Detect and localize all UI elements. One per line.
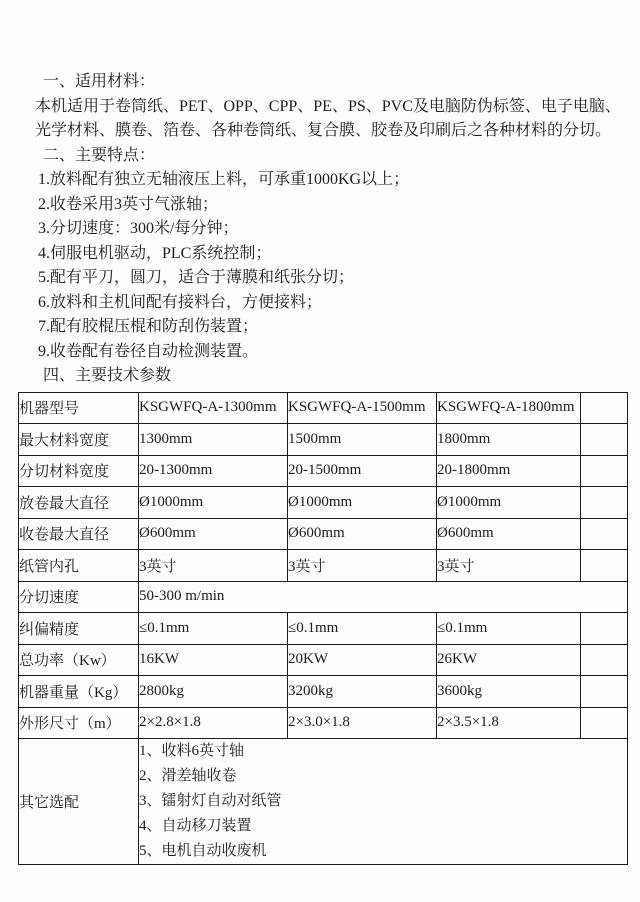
- spec-value: 2×2.8×1.8: [139, 707, 288, 739]
- table-row-machine-weight: [19, 676, 628, 708]
- row-label: 机器型号: [19, 392, 139, 424]
- spec-value: 3英寸: [139, 550, 288, 582]
- feature-item: 9.收卷配有卷径自动检测装置。: [38, 342, 259, 360]
- empty-cell: [581, 455, 628, 487]
- row-label: 分切速度: [19, 581, 139, 613]
- spec-value: ≤0.1mm: [139, 613, 288, 645]
- spec-value: Ø600mm: [288, 518, 437, 550]
- intro-section: [0, 0, 640, 389]
- spec-value: Ø1000mm: [139, 487, 288, 519]
- spec-value: 3英寸: [437, 550, 581, 582]
- option-item: 1、收料6英寸轴: [139, 743, 245, 759]
- section-heading-features: 二、主要特点：: [43, 146, 156, 164]
- spec-value: 20-1300mm: [139, 455, 288, 487]
- spec-value: ≤0.1mm: [437, 613, 581, 645]
- empty-cell: [581, 676, 628, 708]
- empty-cell: [581, 487, 628, 519]
- row-label: 其它选配: [19, 739, 139, 865]
- spec-value: KSGWFQ-A-1800mm: [437, 392, 581, 424]
- section-heading-specs: 四、主要技术参数: [43, 367, 172, 384]
- spec-value: 20-1800mm: [437, 455, 581, 487]
- row-label: 总功率（Kw）: [19, 644, 139, 676]
- feature-item: 7.配有胶棍压棍和防刮伤装置；: [38, 318, 259, 335]
- spec-value: Ø600mm: [139, 518, 288, 550]
- spec-value: 50-300 m/min: [139, 581, 628, 613]
- row-label: 纸管内孔: [19, 550, 139, 582]
- table-row-rewind-diameter: [19, 518, 628, 550]
- option-item: 4、自动移刀装置: [139, 818, 252, 834]
- row-label: 分切材料宽度: [19, 455, 139, 487]
- feature-item: 1.放料配有独立无轴液压上料，可承重1000KG以上；: [38, 171, 410, 188]
- spec-value: Ø1000mm: [288, 487, 437, 519]
- body-line: 本机适用于卷筒纸、PET、OPP、CPP、PE、PS、PVC及电脑防伪标签、电子电脑、: [35, 97, 621, 115]
- empty-cell: [581, 644, 628, 676]
- table-row-unwind-diameter: [19, 487, 628, 519]
- empty-cell: [581, 550, 628, 582]
- row-label: 纠偏精度: [19, 613, 139, 645]
- spec-value: 1800mm: [437, 424, 581, 456]
- feature-item: 6.放料和主机间配有接料台，方便接料；: [38, 293, 323, 311]
- body-line: 光学材料、膜卷、箔卷、各种卷筒纸、复合膜、胶卷及印刷后之各种材料的分切。: [35, 122, 612, 139]
- feature-item: 5.配有平刀，圆刀，适合于薄膜和纸张分切；: [38, 269, 355, 286]
- option-item: 2、滑差轴收卷: [139, 768, 237, 784]
- spec-value: Ø600mm: [437, 518, 581, 550]
- spec-value: 3600kg: [437, 676, 581, 708]
- row-label: 收卷最大直径: [19, 518, 139, 550]
- spec-table: [18, 392, 628, 866]
- spec-value: Ø1000mm: [437, 487, 581, 519]
- table-row-max-width: [19, 424, 628, 456]
- spec-value: 20KW: [288, 644, 437, 676]
- empty-cell: [581, 707, 628, 739]
- row-label: 外形尺寸（m）: [19, 707, 139, 739]
- table-row-slit-width: [19, 455, 628, 487]
- feature-item: 4.伺服电机驱动，PLC系统控制；: [38, 244, 272, 262]
- table-row-slit-speed: [19, 581, 628, 613]
- feature-item: 2.收卷采用3英寸气涨轴；: [38, 195, 219, 213]
- spec-value: 2800kg: [139, 676, 288, 708]
- spec-value: 20-1500mm: [288, 455, 437, 487]
- row-label: 最大材料宽度: [19, 424, 139, 456]
- option-item: 5、电机自动收废机: [139, 843, 267, 859]
- table-row-correction-accuracy: [19, 613, 628, 645]
- spec-value: 26KW: [437, 644, 581, 676]
- spec-value: 1300mm: [139, 424, 288, 456]
- spec-value: KSGWFQ-A-1300mm: [139, 392, 288, 424]
- spec-value: 3200kg: [288, 676, 437, 708]
- empty-cell: [581, 392, 628, 424]
- row-label: 机器重量（Kg）: [19, 676, 139, 708]
- row-label: 放卷最大直径: [19, 487, 139, 519]
- spec-value: 1500mm: [288, 424, 437, 456]
- options-cell: [139, 739, 628, 865]
- empty-cell: [581, 613, 628, 645]
- empty-cell: [581, 424, 628, 456]
- option-item: 3、镭射灯自动对纸管: [139, 793, 282, 809]
- spec-value: 2×3.5×1.8: [437, 707, 581, 739]
- spec-value: ≤0.1mm: [288, 613, 437, 645]
- spec-value: 16KW: [139, 644, 288, 676]
- spec-value: KSGWFQ-A-1500mm: [288, 392, 437, 424]
- empty-cell: [581, 518, 628, 550]
- spec-value: 2×3.0×1.8: [288, 707, 437, 739]
- table-row-options: [19, 739, 628, 865]
- section-heading-materials: 一、适用材料：: [43, 73, 156, 90]
- table-row-core-bore: [19, 550, 628, 582]
- table-row-total-power: [19, 644, 628, 676]
- table-row-dimensions: [19, 707, 628, 739]
- table-row-model: [19, 392, 628, 424]
- spec-value: 3英寸: [288, 550, 437, 582]
- feature-item: 3.分切速度：300米/每分钟；: [38, 220, 239, 237]
